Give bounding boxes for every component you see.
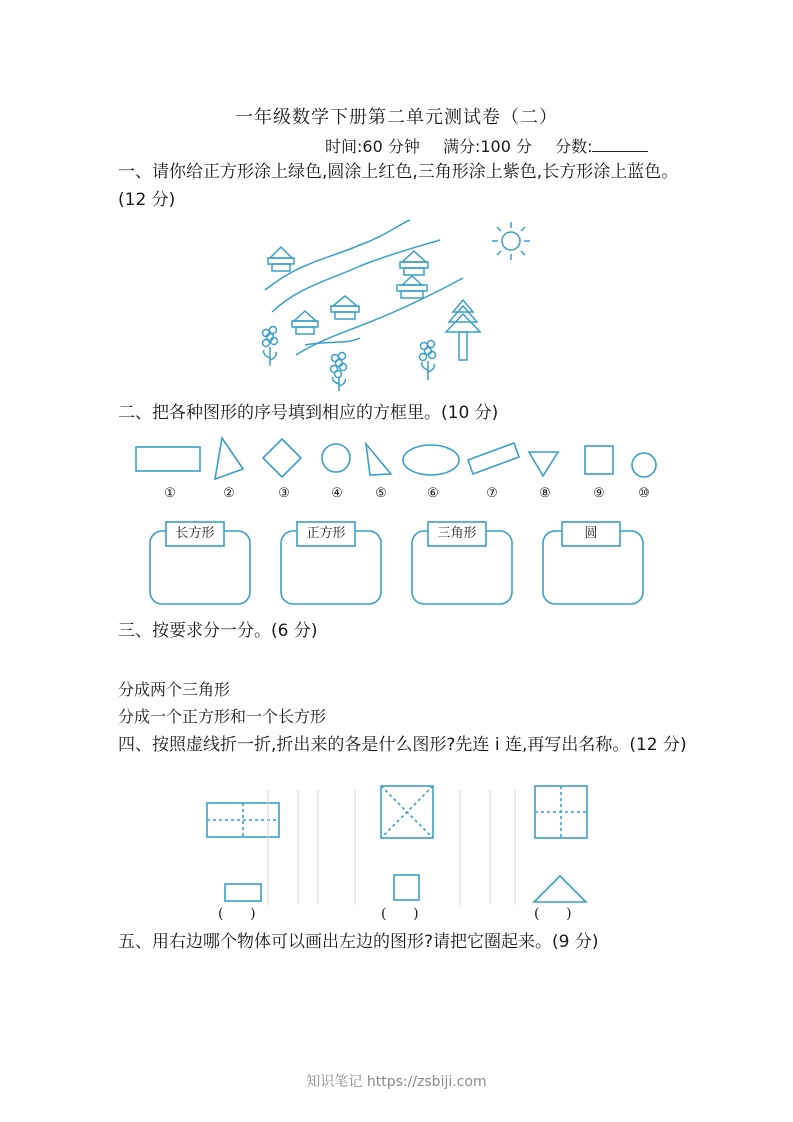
- shape-number: ⑩: [638, 486, 650, 501]
- page-title: 一年级数学下册第二单元测试卷（二）: [235, 107, 558, 128]
- answer-paren-2[interactable]: ( ): [381, 906, 419, 922]
- footer-watermark: 知识笔记 https://zsbiji.com: [306, 1074, 487, 1090]
- score-label: 分数:: [555, 137, 593, 156]
- question-2-text: 二、把各种图形的序号填到相应的方框里。(10 分): [118, 403, 499, 423]
- time-limit: 时间:60 分钟: [325, 137, 420, 156]
- shape-number: ⑥: [427, 486, 439, 501]
- answer-paren-3[interactable]: ( ): [534, 906, 572, 922]
- result-rectangle: [225, 884, 261, 901]
- shape-number: ①: [164, 486, 176, 501]
- shape-number: ②: [223, 486, 235, 501]
- box-label-square: 正方形: [306, 526, 346, 541]
- shape-number: ⑤: [375, 486, 387, 501]
- result-triangle: [534, 876, 586, 902]
- shape-number: ③: [278, 486, 290, 501]
- box-label-circle: 圆: [584, 526, 598, 541]
- question-3-text: 三、按要求分一分。(6 分): [118, 621, 318, 641]
- shape-number: ⑦: [486, 486, 498, 501]
- q3-item-2: 分成一个正方形和一个长方形: [118, 707, 327, 726]
- answer-paren-1[interactable]: ( ): [218, 906, 256, 922]
- result-square: [394, 875, 419, 900]
- q3-item-1: 分成两个三角形: [118, 680, 231, 699]
- shape-number: ⑧: [539, 486, 551, 501]
- box-label-triangle: 三角形: [437, 526, 477, 541]
- question-5-text: 五、用右边哪个物体可以画出左边的图形?请把它圈起来。(9 分): [118, 932, 599, 952]
- full-score: 满分:100 分: [442, 137, 532, 156]
- shape-number: ⑨: [593, 486, 605, 501]
- question-1-text: 一、请你给正方形涂上绿色,圆涂上红色,三角形涂上紫色,长方形涂上蓝色。(12 分): [118, 162, 679, 210]
- box-label-rectangle: 长方形: [175, 526, 215, 541]
- shape-number: ④: [331, 486, 343, 501]
- question-4-text: 四、按照虚线折一折,折出来的各是什么图形?先连 i 连,再写出名称。(12 分): [118, 735, 687, 755]
